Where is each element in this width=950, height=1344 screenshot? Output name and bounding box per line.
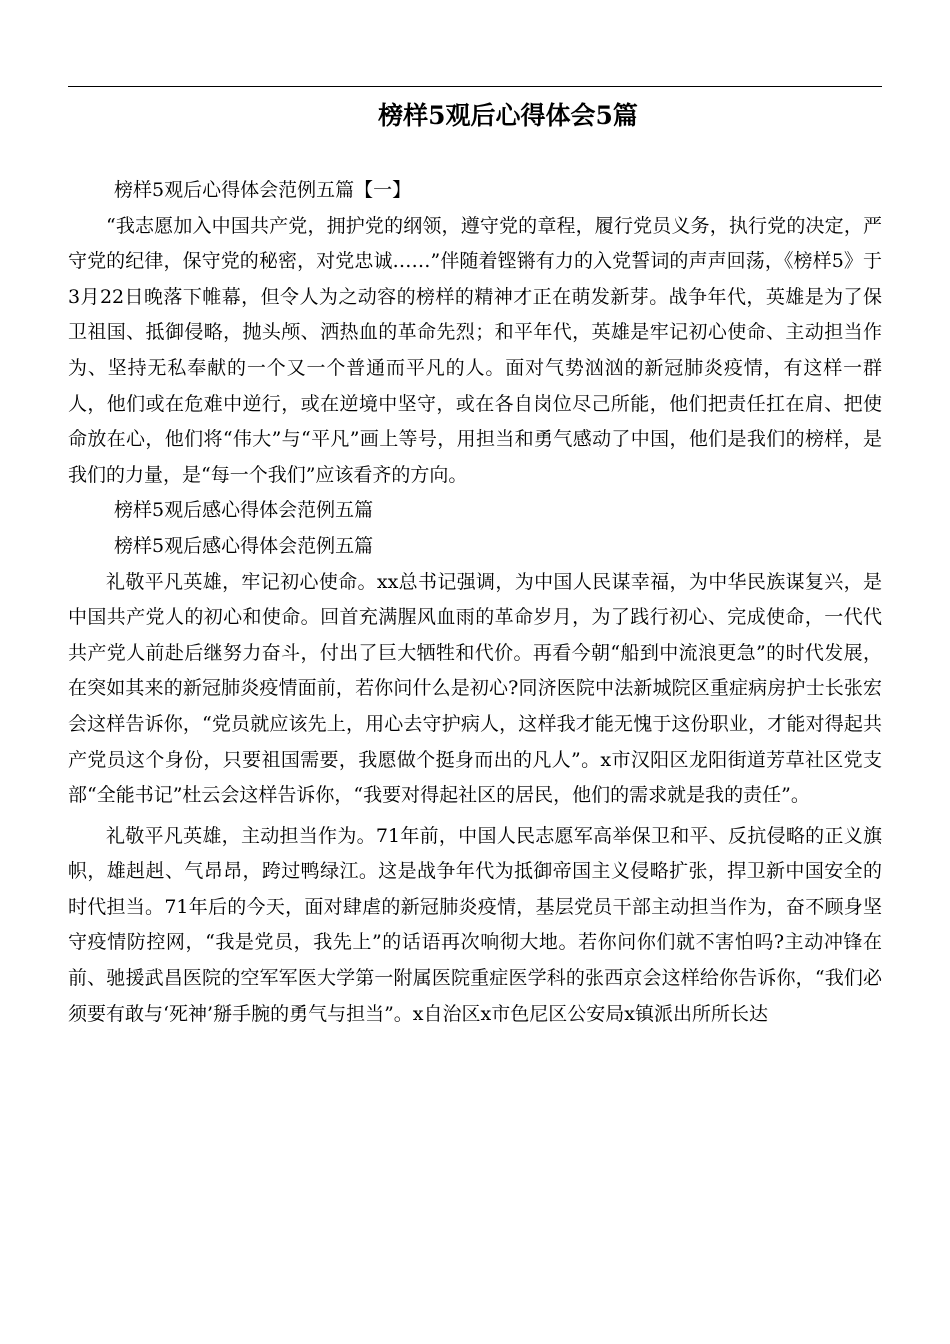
section-heading-1: 榜样5观后心得体会范例五篇【一】 xyxy=(114,179,412,201)
document-title: 榜样5观后心得体会5篇 xyxy=(378,101,638,130)
section-heading-3: 榜样5观后感心得体会范例五篇 xyxy=(114,534,374,557)
body-paragraph-2: 礼敬平凡英雄，牢记初心使命。xx总书记强调，为中国人民谋幸福，为中华民族谋复兴，是中国共产党人的初心和使命。回首充满腥风血雨的革命岁月，为了践行初心、完成使命，一代代共产党人前赴后继努力奋斗，付出了巨大牺牲和代价。再看今朝“船到中流浪更急”的时代发展，在突如其来的新冠肺炎疫情面前，若你问什么是初心?同济医院中法新城院区重症病房护士长张宏会这样告诉你，“党员就应该先上，用心去守护病人，这样我才能无愧于这份职业，才能对得起共产党员这个身份，只要祖国需要，我愿做个挺身而出的凡人”。x市汉阳区龙阳街道芳草社区党支部“全能书记”杜云会这样告诉你，“我要对得起社区的居民，他们的需求就是我的责任”。 xyxy=(68,570,882,807)
body-paragraph-1: “我志愿加入中国共产党，拥护党的纲领，遵守党的章程，履行党员义务，执行党的决定，严守党的纪律，保守党的秘密，对党忠诚……”伴随着铿锵有力的入党誓词的声声回荡，《榜样5》于3月22日晚落下帷幕，但令人为之动容的榜样的精神才正在萌发新芽。战争年代，英雄是为了保卫祖国、抵御侵略，抛头颅、洒热血的革命先烈；和平年代，英雄是牢记初心使命、主动担当作为、坚持无私奉献的一个又一个普通而平凡的人。面对气势汹汹的新冠肺炎疫情，有这样一群人，他们或在危难中逆行，或在逆境中坚守，或在各自岗位尽己所能，他们把责任扛在肩、把使命放在心，他们将“伟大”与“平凡”画上等号，用担当和勇气感动了中国，他们是我们的榜样，是我们的力量，是“每一个我们”应该看齐的方向。 xyxy=(68,214,882,486)
header-rule xyxy=(68,86,882,87)
body-paragraph-3: 礼敬平凡英雄，主动担当作为。71年前，中国人民志愿军高举保卫和平、反抗侵略的正义旗帜，雄赳赳、气昂昂，跨过鸭绿江。这是战争年代为抵御帝国主义侵略扩张，捍卫新中国安全的时代担当。71年后的今天，面对肆虐的新冠肺炎疫情，基层党员干部主动担当作为，奋不顾身坚守疫情防控网，“我是党员，我先上”的话语再次响彻大地。若你问你们就不害怕吗?主动冲锋在前、驰援武昌医院的空军军医大学第一附属医院重症医学科的张西京会这样给你告诉你，“我们必须要有敢与‘死神’掰手腕的勇气与担当”。x自治区x市色尼区公安局x镇派出所所长达 xyxy=(68,824,882,1025)
section-heading-2: 榜样5观后感心得体会范例五篇 xyxy=(114,499,374,522)
document-body xyxy=(68,173,882,1032)
